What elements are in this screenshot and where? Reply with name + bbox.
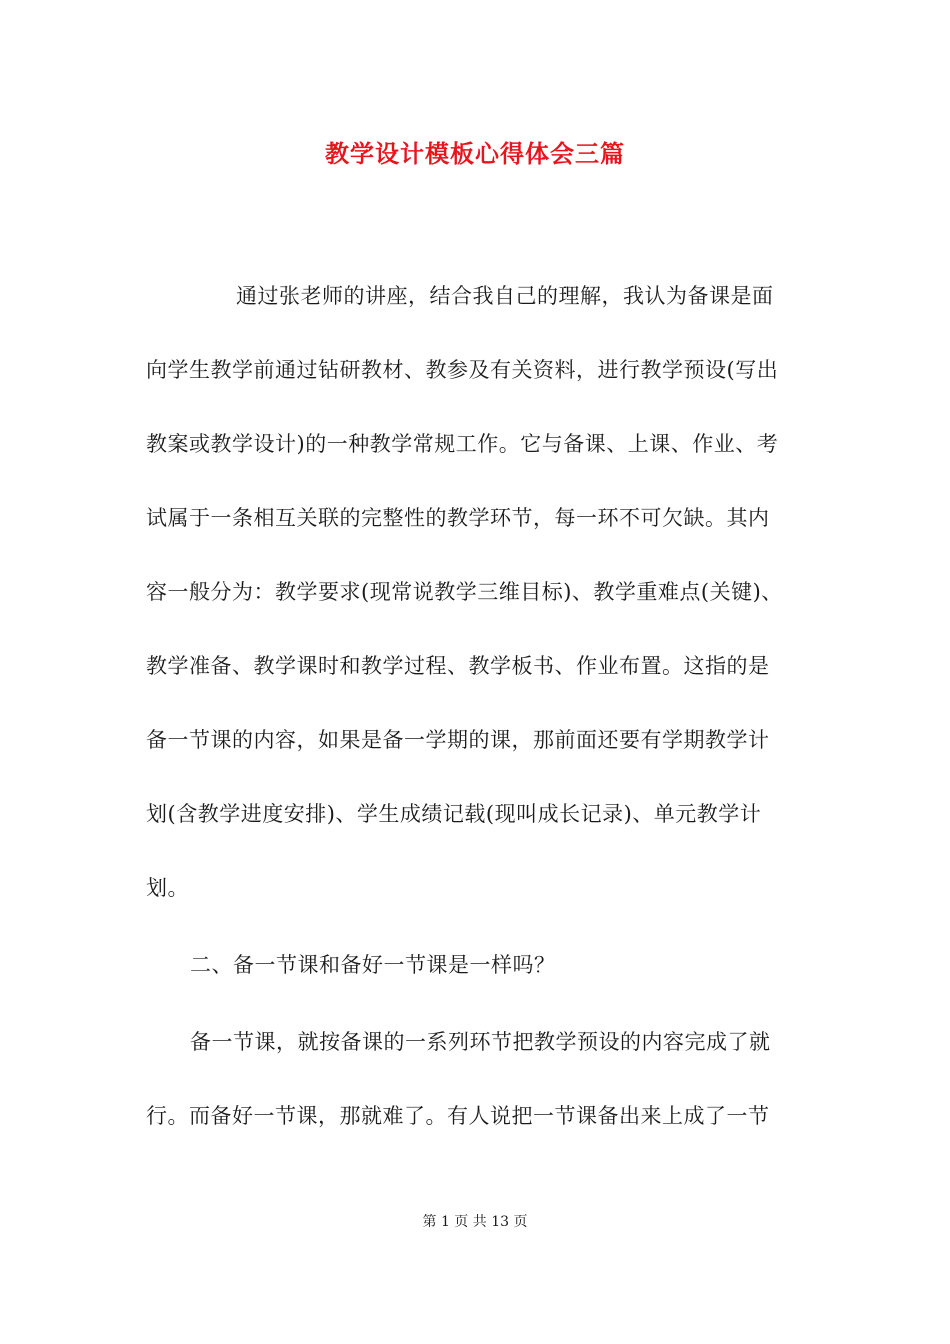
paragraph-line: 容一般分为：教学要求(现常说教学三维目标)、教学重难点(关键)、 (146, 580, 783, 604)
paragraph-line: 通过张老师的讲座，结合我自己的理解，我认为备课是面 (236, 284, 774, 308)
section-heading: 二、备一节课和备好一节课是一样吗？ (190, 953, 556, 977)
page-number-footer: 第 1 页 共 13 页 (422, 1214, 528, 1230)
paragraph-line: 试属于一条相互关联的完整性的教学环节，每一环不可欠缺。其内 (146, 506, 770, 530)
paragraph-line: 教学准备、教学课时和教学过程、教学板书、作业布置。这指的是 (146, 654, 770, 678)
paragraph-line: 行。而备好一节课，那就难了。有人说把一节课备出来上成了一节 (146, 1104, 770, 1128)
paragraph-line: 教案或教学设计)的一种教学常规工作。它与备课、上课、作业、考 (146, 432, 779, 456)
document-title: 教学设计模板心得体会三篇 (325, 139, 625, 168)
paragraph-line: 备一节课的内容，如果是备一学期的课，那前面还要有学期教学计 (146, 728, 770, 752)
paragraph-line: 划。 (146, 876, 189, 900)
paragraph-line: 向学生教学前通过钻研教材、教参及有关资料，进行教学预设(写出 (146, 358, 779, 382)
paragraph-line: 备一节课，就按备课的一系列环节把教学预设的内容完成了就 (190, 1030, 771, 1054)
paragraph-line: 划(含教学进度安排)、学生成绩记载(现叫成长记录)、单元教学计 (146, 802, 762, 826)
